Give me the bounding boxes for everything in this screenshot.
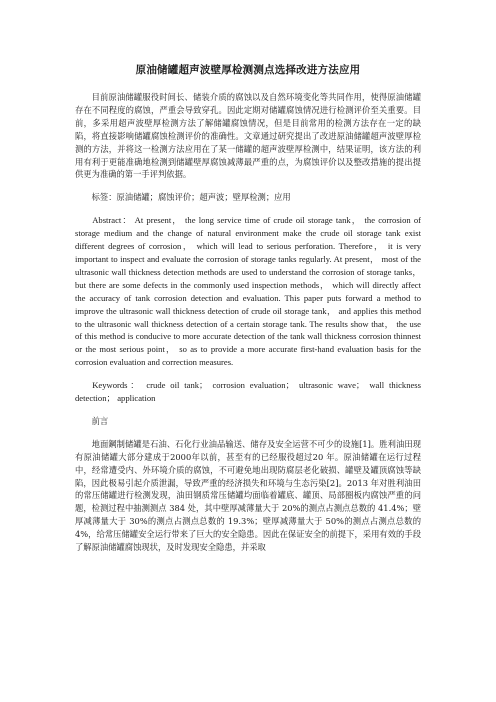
document-title: 原油储罐超声波壁厚检测测点选择改进方法应用 — [135, 64, 361, 76]
section-heading-preface: 前言 — [91, 415, 109, 426]
intro-paragraph: 地面鋼制储罐是石油、石化行业油品输送、储存及安全运营不可少的设施[1]。胜利油田现有原油储罐大部分建成于2000年以前，甚至有的已经服役超过20 年。原油储罐在运行过程中，经常遭受内、外环境介质的腐蚀，不可避免地出现防腐层老化破损、罐壁及罐顶腐蚀等缺陷，因此极易引起介质泄漏，导致严重的经济损失和环境与生态污染[2]。2013 年对胜利油田的常压储罐进行检测发现，油田钢质常压储罐均面临着罐底、罐顶、局部圈板内腐蚀严重的问题，检测过程中抽测测点 384 处，其中壁厚减薄量大于 20%的测点占测点总数的 41.4%；壁厚减薄量大于 30%的测点占测点总数的 19.3%；壁厚减薄量大于 50%的测点占测点总数的 4%，给常压储罐安全运行带来了巨大的安全隐患。因此在保证安全的前提下，采用有效的手段了解原油储罐腐蚀现状，及时发现安全隐患，并采取 — [75, 438, 421, 553]
keywords-english: Keywords： crude oil tank； corrosion evaluation； ultrasonic wave； wall thickness detection； application — [75, 380, 421, 404]
abstract-english: Abstract： At present， the long service time of crude oil storage tank， the corrosion of storage medium and the change of natural environment make the crude oil storage tank exist different degrees of corrosion， which will lead to serious perforation. Therefore， it is very important to inspect and evaluate the corrosion of storage tanks regularly. At present， most of the ultrasonic wall thickness detection methods are used to understand the corrosion of storage tanks， but there are some defects in the commonly used inspection methods， which will directly affect the accuracy of tank corrosion detection and evaluation. This paper puts forward a method to improve the ultrasonic wall thickness detection of crude oil storage tank， and applies this method to the ultrasonic wall thickness detection of a certain storage tank. The results show that， the use of this method is conducive to more accurate detection of the tank wall thickness corrosion thinnest or the most serious point， so as to provide a more accurate first-hand evaluation basis for the corrosion evaluation and correction measures. — [75, 215, 421, 368]
keywords-chinese: 标签：原油储罐；腐蚀评价；超声波；壁厚检测；应用 — [91, 192, 291, 203]
abstract-chinese: 目前原油储罐服役时间长、储装介质的腐蚀以及自然环境变化等共同作用，使得原油储罐存在不同程度的腐蚀，严重会导致穿孔。因此定期对储罐腐蚀情况进行检测评价至关重要。目前，多采用超声波壁厚检测方法了解储罐腐蚀情况，但是目前常用的检测方法存在一定的缺陷，将直接影响储罐腐蚀检测评价的准确性。文章通过研究提出了改进原油储罐超声波壁厚检测的方法，并将这一检测方法应用在了某一储罐的超声波壁厚检测中，结果证明，该方法的利用有利于更能准确地检测到储罐壁厚腐蚀减薄最严重的点，为腐蚀评价以及整改措施的提出提供更为准确的第一手评判依据。 — [75, 92, 421, 180]
document-page — [75, 62, 421, 554]
